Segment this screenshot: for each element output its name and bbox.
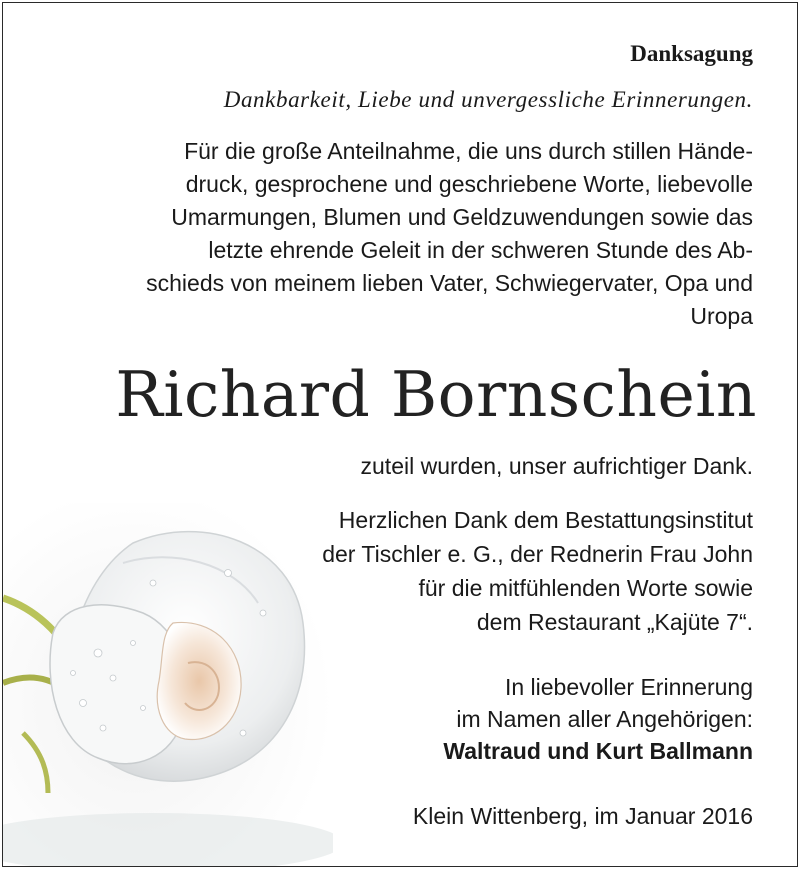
motto: Dankbarkeit, Liebe und unvergessliche Erinnerungen. <box>223 87 753 112</box>
signers: Waltraud und Kurt Ballmann <box>443 738 753 764</box>
intro-line: Für die große Anteilnahme, die uns durch stillen Hände- <box>184 138 753 164</box>
intro-line: Uropa <box>690 303 753 329</box>
thanks-paragraph <box>322 503 753 639</box>
deceased-name: Richard Bornschein <box>115 358 757 431</box>
intro-line: schieds von meinem lieben Vater, Schwiegervater, Opa und <box>146 270 753 296</box>
thanks-line: der Tischler e. G., der Rednerin Frau John <box>322 541 753 567</box>
closing-line: In liebevoller Erinnerung <box>504 674 753 700</box>
closing-block <box>443 671 753 767</box>
obituary-card <box>2 2 798 867</box>
closing-line: im Namen aller Angehörigen: <box>456 706 753 732</box>
intro-line: letzte ehrende Geleit in der schweren Stunde des Ab- <box>208 237 753 263</box>
heading: Danksagung <box>630 41 753 66</box>
thanks-line: Herzlichen Dank dem Bestattungsinstitut <box>338 507 753 533</box>
place-date: Klein Wittenberg, im Januar 2016 <box>412 803 753 829</box>
intro-paragraph <box>146 135 753 333</box>
intro-line: druck, gesprochene und geschriebene Worte, liebevolle <box>185 171 753 197</box>
white-rose-icon <box>3 503 333 866</box>
intro-line: Umarmungen, Blumen und Geldzuwendungen sowie das <box>171 204 753 230</box>
thanks-line: dem Restaurant „Kajüte 7“. <box>476 609 753 635</box>
thanks-line: für die mitfühlenden Worte sowie <box>418 575 753 601</box>
thanks-line: zuteil wurden, unser aufrichtiger Dank. <box>360 453 753 479</box>
